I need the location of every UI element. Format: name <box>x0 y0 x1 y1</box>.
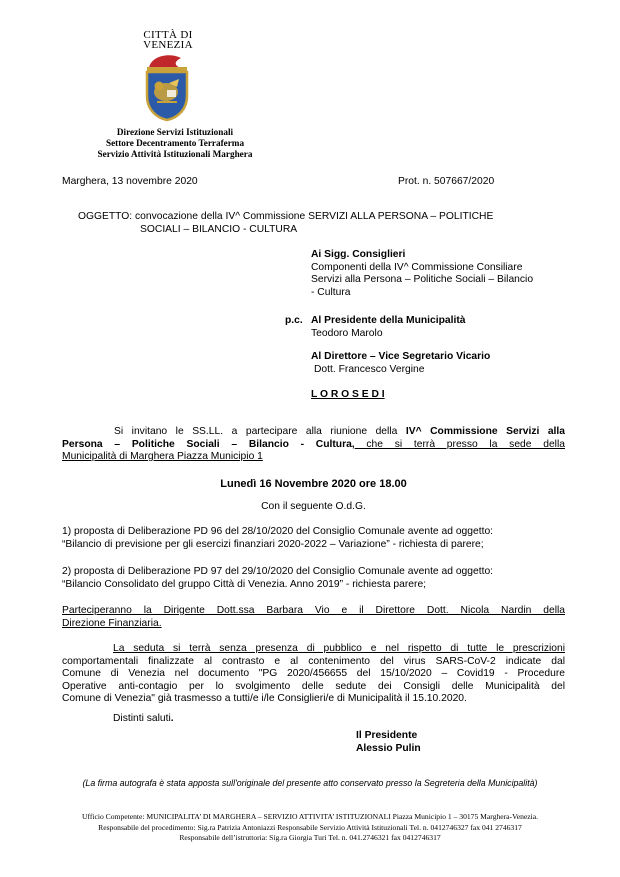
agenda-item-1 <box>62 526 565 551</box>
agenda-item-1-line-1: 1) proposta di Deliberazione PD 96 del 28/10/2020 del Consiglio Comunale avente ad oggetto: <box>62 526 494 537</box>
agenda-item-2-line-1: 2) proposta di Deliberazione PD 97 del 29/10/2020 del Consiglio Comunale avente ad oggetto: <box>62 566 494 577</box>
footer-instructor-line: Responsabile dell’istruttoria: Sig.ra Giorgia Turi Tel. n. 041.2746321 fax 0412746317 <box>179 833 441 842</box>
signature <box>356 730 421 755</box>
venue-text-2: Municipalità di Marghera Piazza Municipio 1 <box>62 451 263 462</box>
recipient-councillors-line-1: Componenti della IV^ Commissione Consiliare <box>311 261 523 273</box>
meeting-datetime: Lunedì 16 Novembre 2020 ore 18.00 <box>220 478 407 490</box>
subject-line-1: OGGETTO: convocazione della IV^ Commissione SERVIZI ALLA PERSONA – POLITICHE <box>78 211 494 222</box>
invitation-line-2 <box>62 439 565 452</box>
agenda-intro: Con il seguente O.d.G. <box>261 501 366 512</box>
office-line-1: Direzione Servizi Istituzionali <box>116 127 234 137</box>
session-line-3: Comune di Venezia nel documento "PG 2020/456655 del 15/10/2020 – Covid19 - Procedure <box>62 668 565 679</box>
recipient-president <box>311 315 571 340</box>
office-line-2: Settore Decentramento Terraferma <box>105 138 245 148</box>
subject-line-2: SOCIALI – BILANCIO - CULTURA <box>140 223 298 235</box>
recipient-director <box>311 351 571 376</box>
agenda-item-2-line-2: “Bilancio Consolidato del gruppo Città di Venezia. Anno 2019” - richiesta parere; <box>62 578 427 590</box>
footer-contacts <box>30 812 590 844</box>
venue-text-1: che si terrà presso la sede della <box>354 438 565 450</box>
crest-lion-head <box>155 82 164 91</box>
pc-label: p.c. <box>285 315 303 326</box>
participants-line-1: Parteciperanno la Dirigente Dott.ssa Barbara Vio e il Direttore Dott. Nicola Nardin della <box>62 605 565 616</box>
recipient-councillors-head: Ai Sigg. Consiglieri <box>311 249 406 260</box>
crest-cap-band <box>147 67 187 71</box>
protocol-number: Prot. n. 507667/2020 <box>398 176 495 187</box>
recipient-president-name: Teodoro Marolo <box>311 327 383 339</box>
recipient-councillors <box>311 249 571 299</box>
closing <box>113 713 174 726</box>
commission-name-2: Persona – Politiche Sociali – Bilancio - Cultura, <box>62 438 355 450</box>
invitation-paragraph <box>62 426 565 464</box>
participants-line-2: Direzione Finanziaria. <box>62 617 162 629</box>
crest-cap <box>149 55 181 68</box>
footer-office-line: Ufficio Competente: MUNICIPALITA’ DI MARGHERA – SERVIZIO ATTIVITA’ ISTITUZIONALI Piazza Municipio 1 – 30175 Marghera-Venezia. <box>81 812 539 821</box>
subject <box>78 211 568 236</box>
session-line-4: Operative anti-contagio per lo svolgimento delle sedute dei Consigli delle Municipalità del <box>62 680 565 692</box>
footer-procedure-line: Responsabile del procedimento: Sig.ra Patrizia Antoniazzi Responsabile Servizio Attività Istituzionali Tel. n. 0412746327 fax 041 2746317 <box>98 822 522 832</box>
session-paragraph <box>62 643 565 706</box>
venice-crest-icon <box>141 52 193 122</box>
invitation-line-1 <box>62 426 565 439</box>
signature-title: Il Presidente <box>356 730 418 741</box>
session-line-1: La seduta si terrà senza presenza di pubblico e nel rispetto di tutte le prescrizioni <box>113 643 565 654</box>
session-line-5: Comune di Venezia" già trasmesso a tutti/e i/le Consiglieri/e di Municipalità il 15.10.2020. <box>62 693 467 704</box>
invitation-text: Si invitano le SS.LL. a partecipare alla riunione della <box>114 426 406 437</box>
recipient-director-name: Dott. Francesco Vergine <box>314 363 425 375</box>
agenda-item-2 <box>62 566 565 591</box>
recipient-councillors-line-2: Servizi alla Persona – Politiche Sociali – Bilancio <box>311 274 534 285</box>
crest-book <box>167 90 176 97</box>
office-line-3: Servizio Attività Istituzionali Marghera <box>97 149 253 159</box>
signature-note: (La firma autografa è stata apposta sull'originale del presente atto conservato presso la Segreteria della Municipalità) <box>82 778 538 788</box>
closing-period: . <box>170 713 174 724</box>
closing-text: Distinti saluti <box>113 713 171 724</box>
office-header <box>60 127 290 160</box>
agenda-item-1-line-2: “Bilancio di previsione per gli esercizi finanziari 2020-2022 – Variazione” - richiesta di parere; <box>62 538 484 550</box>
place-date: Marghera, 13 novembre 2020 <box>62 176 198 187</box>
session-line-2: comportamentali finalizzate al contrasto e al contenimento del virus SARS-CoV-2 indicate dal <box>62 655 565 667</box>
commission-name-1: IV^ Commissione Servizi alla <box>405 426 566 437</box>
participants-note <box>62 605 565 630</box>
recipient-councillors-line-3: - Cultura <box>311 286 351 298</box>
recipient-president-head: Al Presidente della Municipalità <box>311 315 466 326</box>
signature-name: Alessio Pulin <box>356 742 421 754</box>
city-name-line2: VENEZIA <box>143 39 193 51</box>
loro-sedi: L O R O S E D I <box>311 389 385 400</box>
city-name-line1: CITTÀ DI <box>143 29 193 41</box>
city-name <box>128 30 208 50</box>
recipient-director-head: Al Direttore – Vice Segretario Vicario <box>311 351 491 362</box>
